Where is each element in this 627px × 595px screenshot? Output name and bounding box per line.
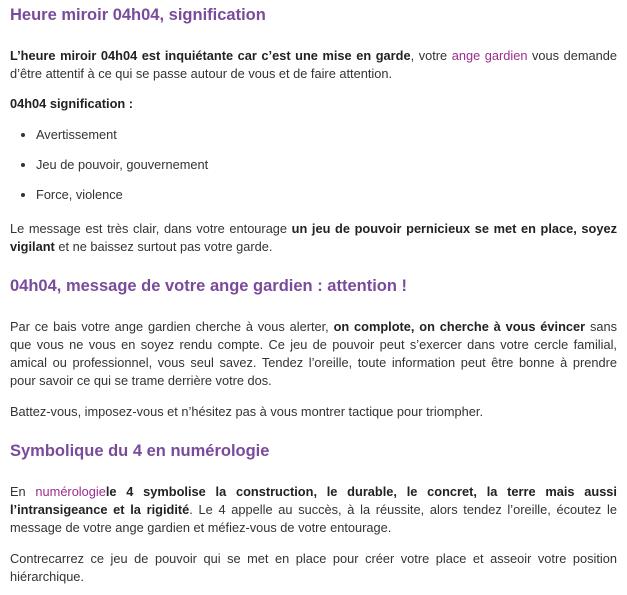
alert-text-b: sans que vous ne vous en soyez rendu compte. Ce jeu de pouvoir peut s’exercer dans votre cercle familial, amical ou professionnel, vous seul savez. Tendez l’oreille, toute information peut être bonne à prendre pour savoir ce qui se trame derrière votre dos. (10, 319, 617, 388)
alert-paragraph (10, 318, 617, 390)
message-text-a: Le message est très clair, dans votre entourage (10, 221, 292, 236)
section-heading-message: 04h04, message de votre ange gardien : attention ! (10, 277, 408, 295)
alert-text-a: Par ce bais votre ange gardien cherche à vous alerter, (10, 319, 334, 334)
alert-bold-text: on complote, on cherche à vous évincer (333, 319, 586, 334)
numerology-text-b: . Le 4 appelle au succès, à la réussite, alors tendez l’oreille, écoutez le message de votre ange gardien et méfiez-vous de votre entourage. (10, 502, 617, 535)
ange-gardien-link[interactable]: ange gardien (451, 48, 528, 63)
message-text-b: et ne baissez surtout pas votre garde. (54, 239, 273, 254)
signification-label (10, 95, 617, 113)
numerology-text-a: En (10, 484, 36, 499)
message-paragraph (10, 220, 617, 256)
list-item: • Force, violence (36, 186, 627, 204)
list-item: • Jeu de pouvoir, gouvernement (36, 156, 627, 174)
meaning-list-item-wrap (10, 186, 627, 204)
meaning-list-item-wrap (10, 126, 627, 144)
numerology-paragraph (10, 483, 617, 537)
intro-text-a: , votre (410, 48, 452, 63)
numerology-bold-text: le 4 symbolise la construction, le durable, le concret, la terre mais aussi l’intransigeance et la rigidité (10, 484, 617, 517)
meaning-list-item-wrap (10, 156, 627, 174)
signification-label-text: 04h04 signification : (10, 96, 134, 111)
fight-paragraph: Battez-vous, imposez-vous et n’hésitez pas à vous montrer tactique pour triompher. (10, 404, 484, 419)
intro-text-b: vous demande d’être attentif à ce qui se passe autour de vous et de faire attention. (10, 48, 617, 81)
intro-bold-text: L’heure miroir 04h04 est inquiétante car c’est une mise en garde (10, 48, 411, 63)
list-item: • Avertissement (36, 126, 627, 144)
intro-paragraph (10, 47, 617, 83)
section-heading-signification: Heure miroir 04h04, signification (10, 6, 266, 24)
message-bold-text: un jeu de pouvoir pernicieux se met en place, soyez vigilant (10, 221, 617, 254)
conclusion-paragraph: Contrecarrez ce jeu de pouvoir qui se met en place pour créer votre place et asseoir votre position hiérarchique. (10, 551, 617, 584)
section-heading-numerologie: Symbolique du 4 en numérologie (10, 442, 270, 460)
numerologie-link[interactable]: numérologie (35, 484, 106, 499)
